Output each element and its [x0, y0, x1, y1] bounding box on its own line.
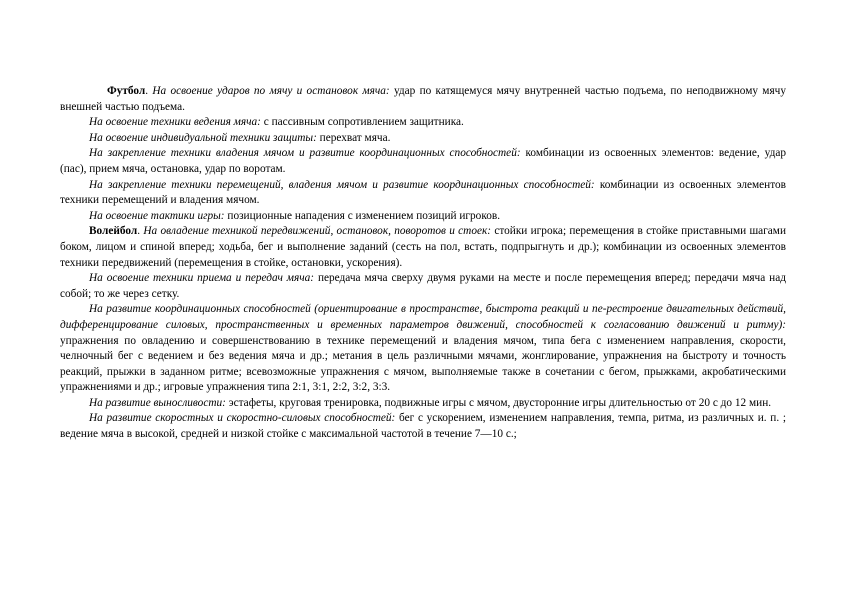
separator: .: [137, 225, 144, 238]
italic-heading: На развитие координационных способностей (ориентирование в пространстве, быстрота реакций и пе-рестроение двигательных действий, дифференцирование силовых, пространственных и временных параметров движений, способностей к согласованию движений и ритму):: [60, 303, 786, 331]
paragraph-dribbling: [60, 115, 786, 131]
paragraph-endurance: [60, 396, 786, 412]
paragraph-ball-control: [60, 146, 786, 177]
paragraph-text: с пассивным сопротивлением защитника.: [260, 116, 464, 129]
separator: .: [145, 85, 153, 97]
paragraph-speed: [60, 411, 786, 442]
section-title-football: Футбол: [107, 85, 146, 97]
paragraph-text: стойки игрока; перемещения в стойке приставными шагами боком, лицом и спиной вперед; ходьба, бег и выполнение заданий (сесть на пол, встать, подпрыгнуть и др.); комбинации из освоенных элементов техники передвижений (перемещения в стойке, остановки, ускорения).: [60, 225, 787, 269]
paragraph-football-kicks: [60, 84, 786, 115]
paragraph-text: комбинации из освоенных элементов: ведение, удар (пас), прием мяча, остановка, удар по воротам.: [60, 147, 786, 175]
paragraph-text: удар по катящемуся мячу внутренней частью подъема, по неподвижному мячу внешней частью подъема.: [60, 85, 786, 113]
paragraph-tactics: [60, 209, 786, 225]
italic-heading: На развитие выносливости:: [89, 396, 226, 409]
italic-heading: На закрепление техники перемещений, владения мячом и развитие координационных способностей:: [89, 178, 595, 191]
paragraph-volleyball-movement: [60, 224, 786, 271]
italic-heading: На освоение техники приема и передач мяча:: [89, 272, 315, 285]
paragraph-text: передача мяча сверху двумя руками на месте и после перемещения вперед; передачи мяча над собой; то же через сетку.: [60, 272, 786, 300]
paragraph-text: позиционные нападения с изменением позиций игроков.: [224, 209, 501, 222]
italic-heading: На освоение ударов по мячу и остановок мяча:: [152, 85, 390, 97]
paragraph-text: эстафеты, круговая тренировка, подвижные игры с мячом, двусторонние игры длительностью от 20 с до 12 мин.: [225, 396, 772, 409]
italic-heading: На развитие скоростных и скоростно-силовых способностей:: [89, 412, 396, 425]
paragraph-defense: [60, 131, 786, 147]
document-page: [60, 84, 786, 443]
paragraph-text: упражнения по овладению и совершенствованию в технике перемещений и владения мячом, типа бега с изменением направления, скорости, челночный бег с ведением и без ведения мяча и др.; метания в цель различными мячами, жонглирование, упражнения на быстроту и точность реакций, прыжки в заданном ритме; всевозможные упражнения с мячом, выполняемые также в сочетании с бегом, прыжками, акробатическими упражнениями и др.; игровые упражнения типа 2:1, 3:1, 2:2, 3:2, 3:3.: [60, 334, 786, 394]
italic-heading: На закрепление техники владения мячом и развитие координационных способностей:: [89, 147, 521, 160]
paragraph-passing: [60, 271, 786, 302]
italic-heading: На освоение техники ведения мяча:: [89, 116, 261, 129]
italic-heading: На освоение индивидуальной техники защиты:: [89, 131, 317, 144]
paragraph-text: бег с ускорением, изменением направления, темпа, ритма, из различных и. п. ; ведение мяча в высокой, средней и низкой стойке с максимальной частотой в течение 7—10 с.;: [60, 412, 786, 441]
italic-heading: На овладение техникой передвижений, остановок, поворотов и стоек:: [143, 225, 492, 238]
paragraph-text: комбинации из освоенных элементов техники перемещений и владения мячом.: [60, 178, 786, 207]
paragraph-text: перехват мяча.: [316, 131, 391, 144]
section-title-volleyball: Волейбол: [89, 225, 138, 238]
paragraph-coordination: [60, 302, 786, 396]
paragraph-movement: [60, 178, 786, 209]
italic-heading: На освоение тактики игры:: [89, 209, 225, 222]
